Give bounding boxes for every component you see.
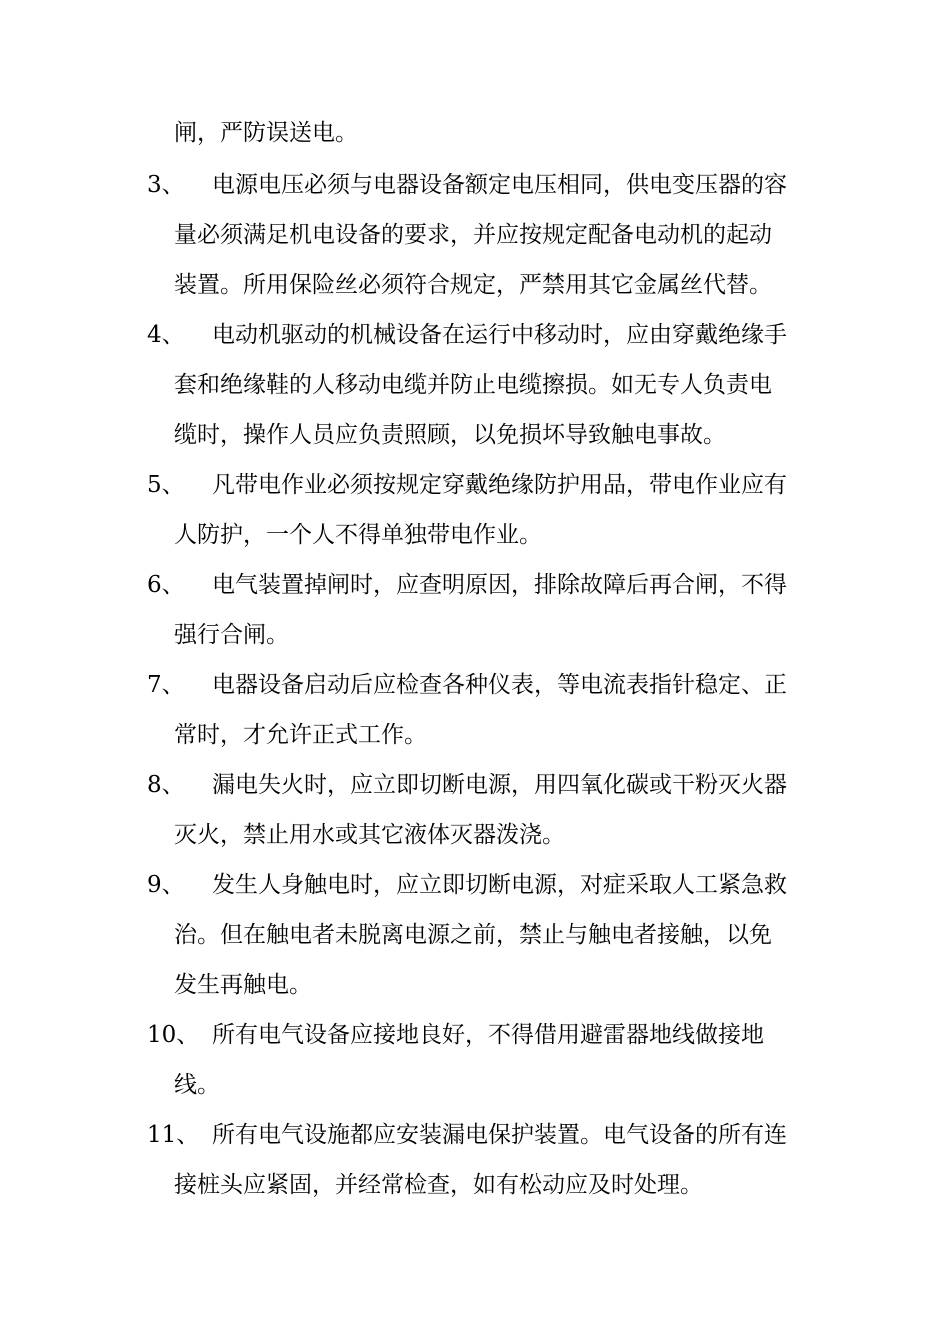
item-number: 8、 bbox=[147, 772, 185, 798]
item-text-line: 电源电压必须与电器设备额定电压相同，供电变压器的容 bbox=[212, 172, 787, 198]
item-text-line: 凡带电作业必须按规定穿戴绝缘防护用品，带电作业应有 bbox=[212, 472, 787, 498]
item-text-line: 线。 bbox=[174, 1072, 220, 1098]
item-text-line: 电动机驱动的机械设备在运行中移动时，应由穿戴绝缘手 bbox=[212, 322, 787, 348]
item-number: 11、 bbox=[147, 1122, 200, 1148]
item-text-line: 接桩头应紧固，并经常检查，如有松动应及时处理。 bbox=[174, 1172, 703, 1198]
item-text-line: 所有电气设备应接地良好，不得借用避雷器地线做接地 bbox=[212, 1022, 764, 1048]
item-number: 9、 bbox=[147, 872, 185, 898]
item-text-line: 发生人身触电时，应立即切断电源，对症采取人工紧急救 bbox=[212, 872, 787, 898]
item-number: 10、 bbox=[147, 1022, 200, 1048]
item-text-line: 人防护，一个人不得单独带电作业。 bbox=[174, 522, 542, 548]
item-text-line: 强行合闸。 bbox=[174, 622, 289, 648]
item-text-line: 治。但在触电者未脱离电源之前，禁止与触电者接触，以免 bbox=[174, 922, 772, 948]
item-text-line: 常时，才允许正式工作。 bbox=[174, 722, 427, 748]
item-text-line: 所有电气设施都应安装漏电保护装置。电气设备的所有连 bbox=[212, 1122, 787, 1148]
item-text-line: 电器设备启动后应检查各种仪表，等电流表指针稳定、正 bbox=[212, 672, 787, 698]
item-text-line: 装置。所用保险丝必须符合规定，严禁用其它金属丝代替。 bbox=[174, 272, 772, 298]
item-text-line: 电气装置掉闸时，应查明原因，排除故障后再合闸，不得 bbox=[212, 572, 787, 598]
item-text-line: 漏电失火时，应立即切断电源，用四氧化碳或干粉灭火器 bbox=[212, 772, 787, 798]
item-text-line: 灭火，禁止用水或其它液体灭器泼浇。 bbox=[174, 822, 565, 848]
continuation-text: 闸，严防误送电。 bbox=[174, 120, 358, 146]
item-text-line: 发生再触电。 bbox=[174, 972, 312, 998]
item-number: 5、 bbox=[147, 472, 185, 498]
item-number: 4、 bbox=[147, 322, 185, 348]
item-number: 3、 bbox=[147, 172, 185, 198]
item-number: 6、 bbox=[147, 572, 185, 598]
item-text-line: 量必须满足机电设备的要求，并应按规定配备电动机的起动 bbox=[174, 222, 772, 248]
item-text-line: 缆时，操作人员应负责照顾，以免损坏导致触电事故。 bbox=[174, 422, 726, 448]
item-text-line: 套和绝缘鞋的人移动电缆并防止电缆擦损。如无专人负责电 bbox=[174, 372, 772, 398]
item-number: 7、 bbox=[147, 672, 185, 698]
